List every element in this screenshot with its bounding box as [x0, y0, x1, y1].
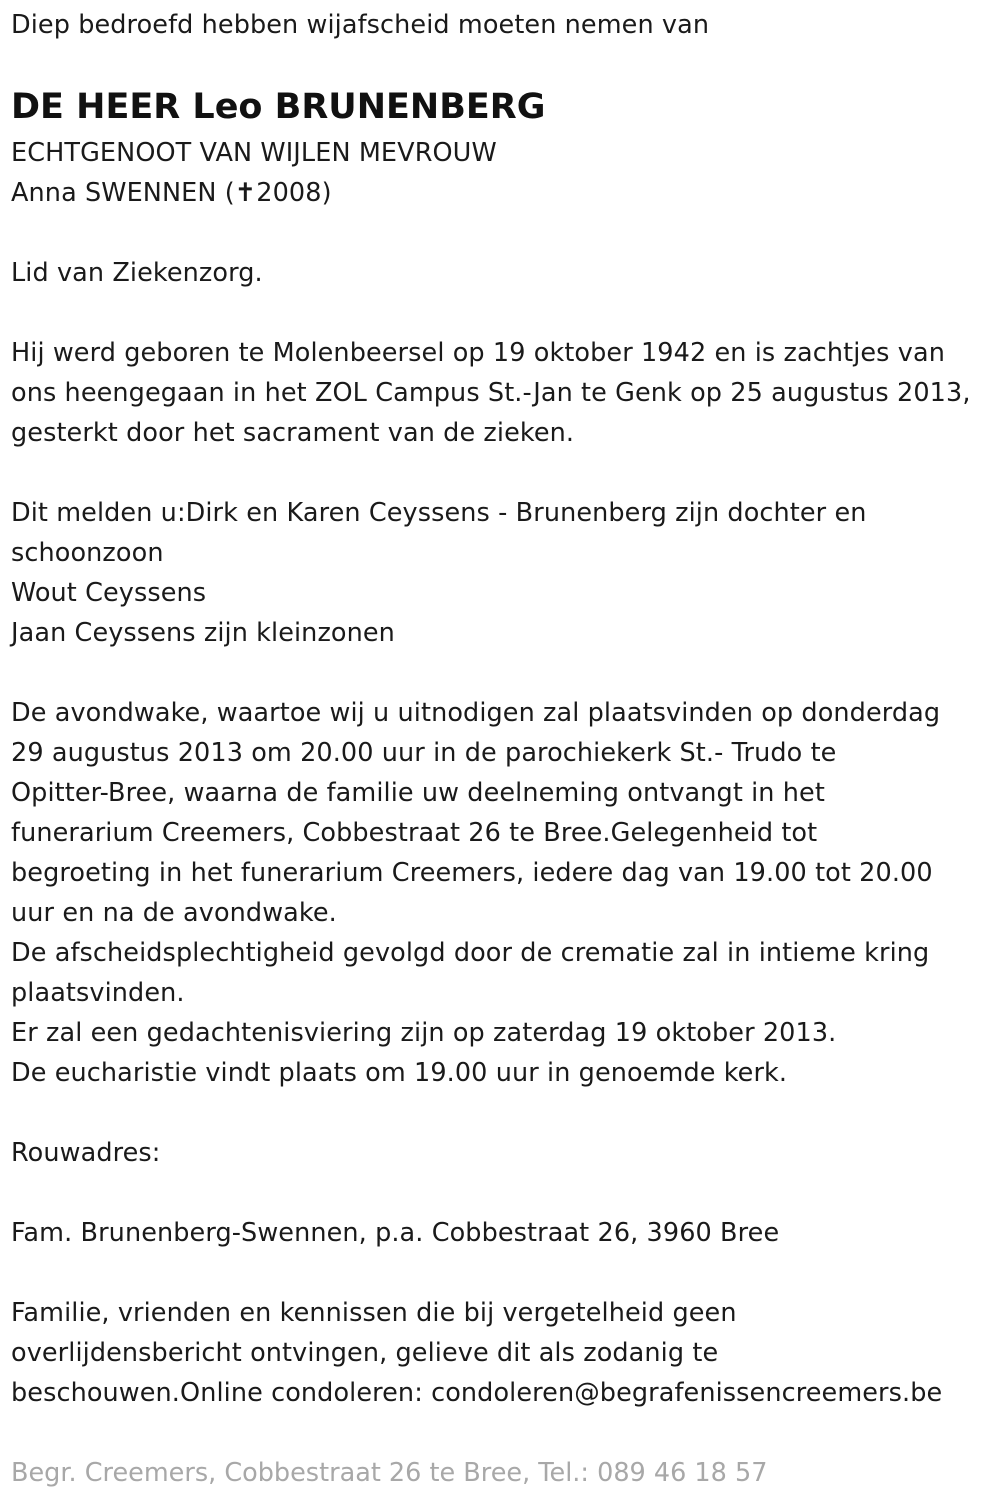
paragraph-line: De avondwake, waartoe wij u uitnodigen zal plaatsvinden op donderdag [11, 698, 941, 728]
paragraph-line: Familie, vrienden en kennissen die bij vergetelheid geen [11, 1298, 737, 1328]
paragraph-line: beschouwen.Online condoleren: condoleren@begrafenissencreemers.be [11, 1378, 943, 1408]
address-label: Rouwadres: [11, 1138, 161, 1168]
paragraph-line: De eucharistie vindt plaats om 19.00 uur in genoemde kerk. [11, 1058, 788, 1088]
paragraph-line: Hij werd geboren te Molenbeersel op 19 oktober 1942 en is zachtjes van [11, 338, 945, 368]
ceremony-paragraph [11, 693, 940, 1093]
paragraph-line: Er zal een gedachtenisviering zijn op zaterdag 19 oktober 2013. [11, 1018, 837, 1048]
paragraph-line: overlijdensbericht ontvingen, gelieve dit als zodanig te [11, 1338, 719, 1368]
paragraph-line: gesterkt door het sacrament van de zieken. [11, 418, 575, 448]
paragraph-line: ons heengegaan in het ZOL Campus St.-Jan te Genk op 25 augustus 2013, [11, 378, 971, 408]
paragraph-line: begroeting in het funerarium Creemers, iedere dag van 19.00 tot 20.00 [11, 858, 933, 888]
mourning-address: Fam. Brunenberg-Swennen, p.a. Cobbestraat 26, 3960 Bree [11, 1218, 780, 1248]
deceased-name: DE HEER Leo BRUNENBERG [11, 87, 546, 127]
paragraph-line: Wout Ceyssens [11, 578, 207, 608]
paragraph-line: plaatsvinden. [11, 978, 185, 1008]
spouse-block [11, 133, 497, 213]
spouse-line-2: Anna SWENNEN (✝2008) [11, 178, 332, 208]
intro-text: Diep bedroefd hebben wijafscheid moeten nemen van [11, 10, 710, 40]
notice-paragraph [11, 1293, 942, 1413]
family-paragraph [11, 493, 867, 653]
birth-death-paragraph [11, 333, 971, 453]
paragraph-line: Dit melden u:Dirk en Karen Ceyssens - Brunenberg zijn dochter en [11, 498, 867, 528]
address-label-block [11, 1133, 161, 1173]
paragraph-line: De afscheidsplechtigheid gevolgd door de crematie zal in intieme kring [11, 938, 930, 968]
spouse-line-1: ECHTGENOOT VAN WIJLEN MEVROUW [11, 138, 497, 168]
membership-block [11, 253, 263, 293]
paragraph-line: schoonzoon [11, 538, 164, 568]
membership-text: Lid van Ziekenzorg. [11, 258, 263, 288]
paragraph-line: funerarium Creemers, Cobbestraat 26 te Bree.Gelegenheid tot [11, 818, 818, 848]
paragraph-line: uur en na de avondwake. [11, 898, 337, 928]
funeral-home-footer: Begr. Creemers, Cobbestraat 26 te Bree, Tel.: 089 46 18 57 [11, 1458, 768, 1488]
address-block [11, 1213, 779, 1253]
paragraph-line: Jaan Ceyssens zijn kleinzonen [11, 618, 395, 648]
paragraph-line: 29 augustus 2013 om 20.00 uur in de parochiekerk St.- Trudo te [11, 738, 837, 768]
paragraph-line: Opitter-Bree, waarna de familie uw deelneming ontvangt in het [11, 778, 825, 808]
